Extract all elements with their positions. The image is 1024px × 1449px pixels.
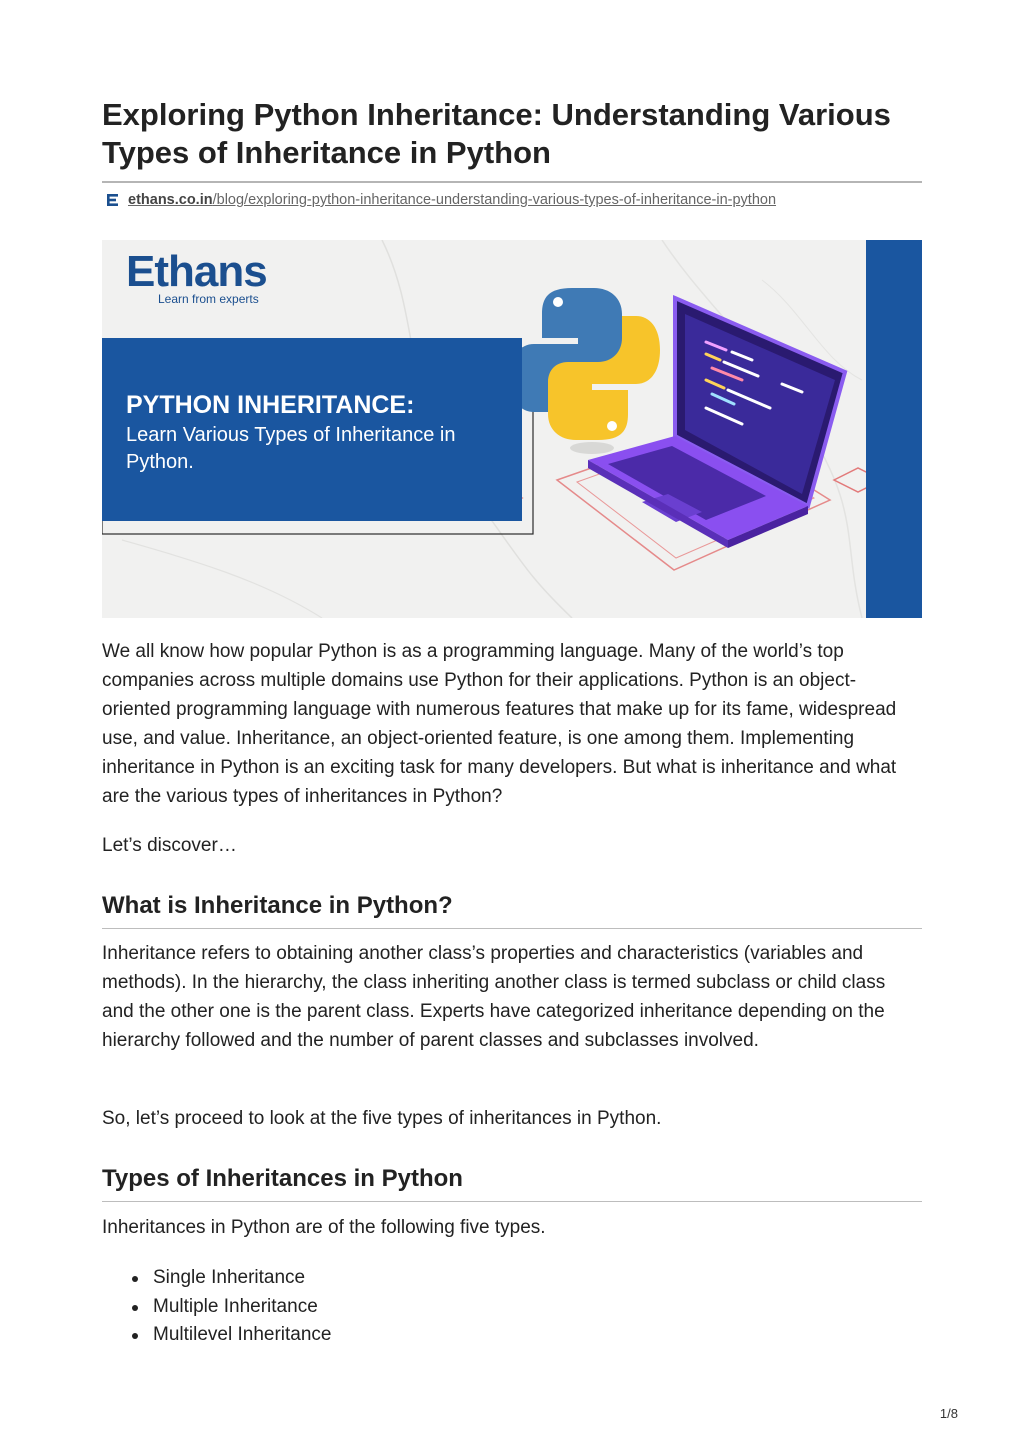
types-intro-paragraph: Inheritances in Python are of the following five types.	[102, 1217, 546, 1238]
ethans-logo-wordmark: Ethans	[126, 247, 267, 296]
source-url-link[interactable]	[128, 192, 776, 208]
list-item: Multilevel Inheritance	[102, 1321, 331, 1350]
source-link-row	[106, 190, 776, 210]
hero-subtitle: Learn Various Types of Inheritance in Python.	[126, 424, 456, 473]
list-item: Single Inheritance	[102, 1264, 331, 1293]
article-title: Exploring Python Inheritance: Understanding Various Types of Inheritance in Python	[102, 97, 891, 170]
ethans-logo-tagline: Learn from experts	[158, 292, 259, 306]
section-divider	[102, 1201, 922, 1202]
hero-headline: PYTHON INHERITANCE:	[126, 391, 415, 419]
inheritance-definition-paragraph: Inheritance refers to obtaining another class’s properties and characteristics (variables and methods). In the hierarchy, the class inheriting another class is termed subclass or child class and the other one is the parent class. Experts have categorized inheritance depending on the hierarchy followed and the number of parent classes and subclasses involved.	[102, 943, 886, 1051]
ethans-logo	[126, 247, 267, 306]
ethans-favicon-icon	[106, 193, 120, 207]
hero-side-stripe	[866, 240, 922, 618]
hero-title-box	[102, 338, 522, 521]
proceed-paragraph: So, let’s proceed to look at the five types of inheritances in Python.	[102, 1108, 662, 1129]
section-heading-types-of-inheritances: Types of Inheritances in Python	[102, 1165, 463, 1192]
page-number: 1/8	[939, 1406, 958, 1421]
section-divider	[102, 928, 922, 929]
discover-paragraph: Let’s discover…	[102, 835, 237, 856]
hero-banner-image	[102, 240, 922, 618]
inheritance-types-list	[102, 1264, 331, 1350]
list-item: Multiple Inheritance	[102, 1293, 331, 1322]
source-path: /blog/exploring-python-inheritance-understanding-various-types-of-inheritance-in-python	[212, 192, 777, 208]
section-heading-what-is-inheritance: What is Inheritance in Python?	[102, 892, 453, 919]
source-domain: ethans.co.in	[128, 192, 213, 208]
title-divider	[102, 181, 922, 183]
intro-paragraph: We all know how popular Python is as a programming language. Many of the world’s top companies across multiple domains use Python for their applications. Python is an object-oriented programming language with numerous features that make up for its fame, widespread use, and value. Inheritance, an object-oriented feature, is one among them. Implementing inheritance in Python is an exciting task for many developers. But what is inheritance and what are the various types of inheritances in Python?	[102, 641, 897, 807]
